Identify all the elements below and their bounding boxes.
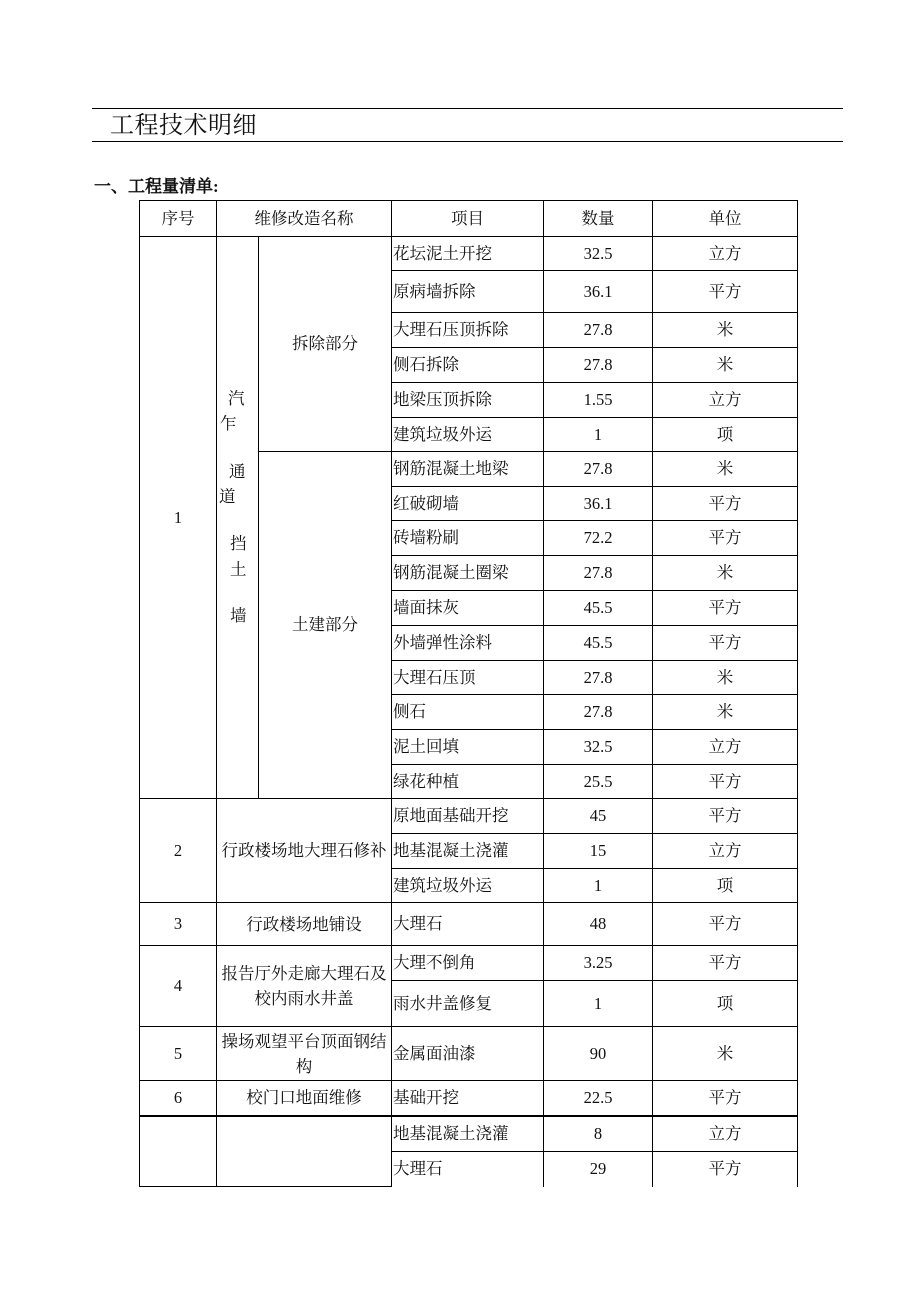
item-cell: 侧石 xyxy=(392,695,544,730)
group-name-cell: 操场观望平台顶面钢结构 xyxy=(217,1027,392,1081)
unit-cell: 项 xyxy=(653,869,798,903)
unit-cell: 米 xyxy=(653,313,798,348)
quantity-cell: 27.8 xyxy=(544,452,653,487)
table-body xyxy=(140,237,798,1187)
quantity-cell: 27.8 xyxy=(544,313,653,348)
unit-cell: 米 xyxy=(653,348,798,383)
quantity-cell: 29 xyxy=(544,1152,653,1187)
table-row xyxy=(140,799,798,834)
subgroup-name-cell: 土建部分 xyxy=(259,452,392,799)
item-cell: 大理石 xyxy=(392,903,544,946)
group-name-char: 挡 xyxy=(230,534,247,553)
unit-cell: 平方 xyxy=(653,271,798,313)
item-cell: 原地面基础开挖 xyxy=(392,799,544,834)
table-row xyxy=(140,1081,798,1116)
quantity-cell: 32.5 xyxy=(544,237,653,271)
unit-cell: 项 xyxy=(653,981,798,1027)
group-name-char: 通 xyxy=(229,462,246,481)
item-cell: 原病墙拆除 xyxy=(392,271,544,313)
index-cell: 3 xyxy=(140,903,217,946)
header-item: 项目 xyxy=(392,201,544,237)
table-row xyxy=(140,1027,798,1081)
unit-cell: 平方 xyxy=(653,591,798,626)
unit-cell: 平方 xyxy=(653,487,798,521)
item-cell: 建筑垃圾外运 xyxy=(392,869,544,903)
quantity-cell: 36.1 xyxy=(544,487,653,521)
index-cell: 1 xyxy=(140,237,217,799)
item-cell: 红破砌墙 xyxy=(392,487,544,521)
index-cell: 2 xyxy=(140,799,217,903)
quantity-cell: 22.5 xyxy=(544,1081,653,1116)
group-name-vertical-label xyxy=(217,237,259,637)
item-cell: 基础开挖 xyxy=(392,1081,544,1116)
item-cell: 花坛泥土开挖 xyxy=(392,237,544,271)
unit-cell: 项 xyxy=(653,418,798,452)
group-name-char: 道 xyxy=(219,487,236,506)
index-cell: 5 xyxy=(140,1027,217,1081)
quantity-cell: 45.5 xyxy=(544,591,653,626)
item-cell: 泥土回填 xyxy=(392,730,544,765)
item-cell: 地基混凝土浇灌 xyxy=(392,834,544,869)
quantity-cell: 72.2 xyxy=(544,521,653,556)
section-heading: 一、工程量清单: xyxy=(94,177,219,196)
item-cell: 大理石压顶 xyxy=(392,661,544,695)
quantity-cell: 1 xyxy=(544,981,653,1027)
unit-cell: 立方 xyxy=(653,834,798,869)
item-cell: 侧石拆除 xyxy=(392,348,544,383)
group-name-cell xyxy=(217,237,259,799)
title-band xyxy=(92,108,843,142)
item-cell: 大理石 xyxy=(392,1152,544,1187)
item-cell: 墙面抹灰 xyxy=(392,591,544,626)
group-name-char: 汽 xyxy=(228,389,245,408)
quantity-cell: 1 xyxy=(544,869,653,903)
item-cell: 大理不倒角 xyxy=(392,946,544,981)
page-title: 工程技术明细 xyxy=(110,113,257,139)
item-cell: 雨水井盖修复 xyxy=(392,981,544,1027)
unit-cell: 平方 xyxy=(653,765,798,799)
unit-cell: 平方 xyxy=(653,799,798,834)
group-name-char: 乍 xyxy=(220,414,237,433)
group-name-cell: 行政楼场地铺设 xyxy=(217,903,392,946)
unit-cell: 平方 xyxy=(653,626,798,661)
unit-cell: 米 xyxy=(653,452,798,487)
item-cell: 大理石压顶拆除 xyxy=(392,313,544,348)
index-cell xyxy=(140,1116,217,1187)
quantity-cell: 48 xyxy=(544,903,653,946)
quantity-cell: 27.8 xyxy=(544,348,653,383)
unit-cell: 平方 xyxy=(653,903,798,946)
quantity-cell: 1.55 xyxy=(544,383,653,418)
quantity-cell: 25.5 xyxy=(544,765,653,799)
item-cell: 金属面油漆 xyxy=(392,1027,544,1081)
group-name-cell: 行政楼场地大理石修补 xyxy=(217,799,392,903)
table-row xyxy=(140,903,798,946)
group-name-char: 墙 xyxy=(230,606,247,625)
quantity-cell: 45 xyxy=(544,799,653,834)
subgroup-name-cell: 拆除部分 xyxy=(259,237,392,452)
group-name-char: 土 xyxy=(230,560,247,579)
unit-cell: 平方 xyxy=(653,946,798,981)
item-cell: 地梁压顶拆除 xyxy=(392,383,544,418)
item-cell: 砖墙粉刷 xyxy=(392,521,544,556)
group-name-cell: 报告厅外走廊大理石及校内雨水井盖 xyxy=(217,946,392,1027)
quantity-cell: 27.8 xyxy=(544,556,653,591)
unit-cell: 米 xyxy=(653,1027,798,1081)
table-row xyxy=(140,237,798,271)
item-cell: 外墙弹性涂料 xyxy=(392,626,544,661)
unit-cell: 平方 xyxy=(653,1081,798,1116)
unit-cell: 平方 xyxy=(653,521,798,556)
quantity-cell: 36.1 xyxy=(544,271,653,313)
index-cell: 4 xyxy=(140,946,217,1027)
quantity-cell: 45.5 xyxy=(544,626,653,661)
header-quantity: 数量 xyxy=(544,201,653,237)
unit-cell: 米 xyxy=(653,556,798,591)
item-cell: 绿花种植 xyxy=(392,765,544,799)
item-cell: 钢筋混凝土圈梁 xyxy=(392,556,544,591)
quantity-cell: 1 xyxy=(544,418,653,452)
unit-cell: 立方 xyxy=(653,237,798,271)
quantity-table xyxy=(139,200,798,1187)
quantity-cell: 3.25 xyxy=(544,946,653,981)
quantity-cell: 27.8 xyxy=(544,661,653,695)
table-row xyxy=(140,1116,798,1152)
unit-cell: 立方 xyxy=(653,383,798,418)
unit-cell: 米 xyxy=(653,661,798,695)
quantity-cell: 15 xyxy=(544,834,653,869)
unit-cell: 立方 xyxy=(653,1116,798,1152)
unit-cell: 米 xyxy=(653,695,798,730)
unit-cell: 立方 xyxy=(653,730,798,765)
item-cell: 钢筋混凝土地梁 xyxy=(392,452,544,487)
index-cell: 6 xyxy=(140,1081,217,1116)
header-unit: 单位 xyxy=(653,201,798,237)
header-index: 序号 xyxy=(140,201,217,237)
item-cell: 地基混凝土浇灌 xyxy=(392,1116,544,1152)
quantity-cell: 8 xyxy=(544,1116,653,1152)
quantity-cell: 27.8 xyxy=(544,695,653,730)
quantity-cell: 90 xyxy=(544,1027,653,1081)
table-row xyxy=(140,946,798,981)
item-cell: 建筑垃圾外运 xyxy=(392,418,544,452)
quantity-cell: 32.5 xyxy=(544,730,653,765)
group-name-cell: 校门口地面维修 xyxy=(217,1081,392,1116)
group-name-cell xyxy=(217,1116,392,1187)
table-header-row xyxy=(140,201,798,237)
header-name: 维修改造名称 xyxy=(217,201,392,237)
unit-cell: 平方 xyxy=(653,1152,798,1187)
